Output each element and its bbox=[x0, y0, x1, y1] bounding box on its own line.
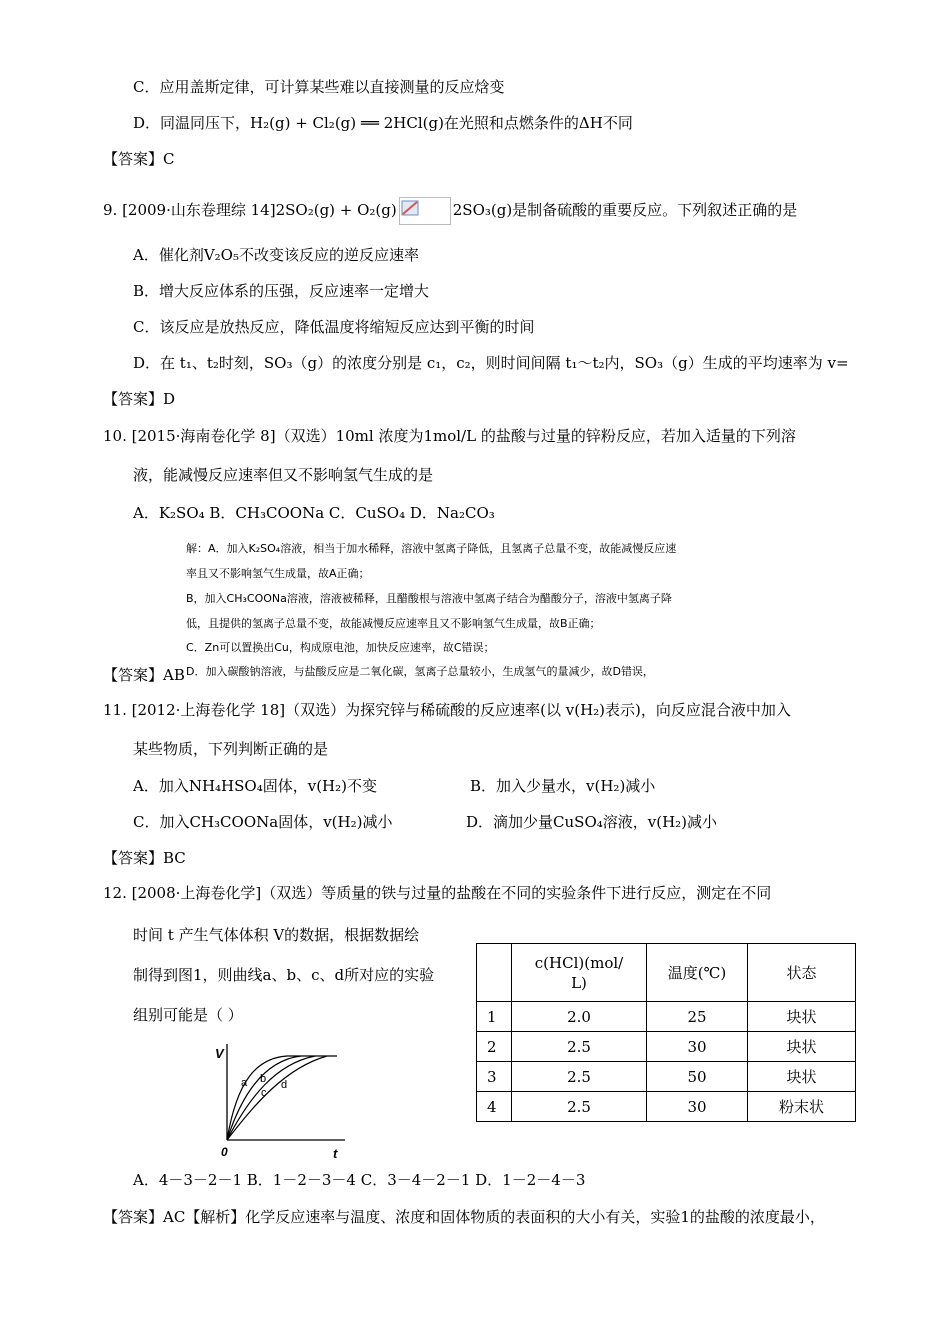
q9-stem-part-a: 9. [2009·山东卷理综 14]2SO₂(g) + O₂(g) bbox=[103, 201, 397, 219]
table-header-cell: 状态 bbox=[748, 944, 856, 1002]
q11-option-d: D．滴加少量CuSO₄溶液，v(H₂)减小 bbox=[466, 813, 718, 831]
q8-option-d: D．同温同压下，H₂(g) + Cl₂(g) ══ 2HCl(g)在光照和点燃条件的ΔH不同 bbox=[133, 114, 633, 132]
curve-a bbox=[227, 1056, 337, 1140]
table-row bbox=[477, 1092, 856, 1122]
graph-x-label: t bbox=[333, 1146, 338, 1161]
broken-image-icon bbox=[400, 198, 450, 224]
table-cell: 4 bbox=[477, 1092, 512, 1122]
table-row bbox=[477, 1062, 856, 1092]
q12-stem-line3: 制得到图1，则曲线a、b、c、d所对应的实验 bbox=[133, 966, 435, 984]
table-row bbox=[477, 1032, 856, 1062]
q8-answer: 【答案】C bbox=[103, 150, 175, 168]
table-cell: 块状 bbox=[748, 1002, 856, 1032]
q12-answer: 【答案】AC【解析】化学反应速率与温度、浓度和固体物质的表面积的大小有关，实验1的盐酸的浓度最小， bbox=[103, 1208, 825, 1226]
q12-stem-line2: 时间 t 产生气体体积 V的数据，根据数据绘 bbox=[133, 926, 420, 944]
table-cell: 2.5 bbox=[512, 1032, 647, 1062]
q9-option-d: D．在 t₁、t₂时刻，SO₃（g）的浓度分别是 c₁，c₂，则时间间隔 t₁～t₂内，SO₃（g）生成的平均速率为 v= bbox=[133, 354, 849, 372]
table-cell: 2.5 bbox=[512, 1062, 647, 1092]
q12-stem-line1: 12. [2008·上海卷化学]（双选）等质量的铁与过量的盐酸在不同的实验条件下进行反应，测定在不同 bbox=[103, 884, 772, 902]
q8-option-c: C．应用盖斯定律，可计算某些难以直接测量的反应焓变 bbox=[133, 78, 505, 96]
q11-option-c: C．加入CH₃COONa固体，v(H₂)减小 bbox=[133, 813, 393, 831]
table-cell: 2.5 bbox=[512, 1092, 647, 1122]
q12-data-table bbox=[476, 943, 856, 1122]
q10-solution-line6: D．加入碳酸钠溶液，与盐酸反应是二氧化碳，氢离子总量较小，生成氢气的量减少，故D错误， bbox=[186, 665, 654, 678]
q10-stem-line2: 液，能减慢反应速率但又不影响氢气生成的是 bbox=[133, 466, 434, 484]
q9-stem bbox=[103, 197, 797, 225]
q12-stem-line4: 组别可能是（ ） bbox=[133, 1006, 243, 1024]
q10-solution-line2: 率且又不影响氢气生成量，故A正确； bbox=[186, 567, 370, 580]
q10-options: A．K₂SO₄ B．CH₃COONa C．CuSO₄ D．Na₂CO₃ bbox=[133, 504, 495, 522]
curve-label-c: c bbox=[261, 1087, 267, 1099]
table-cell: 块状 bbox=[748, 1032, 856, 1062]
table-cell: 3 bbox=[477, 1062, 512, 1092]
table-cell: 30 bbox=[647, 1092, 748, 1122]
q12-volume-time-graph bbox=[205, 1040, 355, 1162]
table-cell: 2.0 bbox=[512, 1002, 647, 1032]
q11-stem-line1: 11. [2012·上海卷化学 18]（双选）为探究锌与稀硫酸的反应速率(以 v(H₂)表示)，向反应混合液中加入 bbox=[103, 701, 791, 719]
q11-option-b: B．加入少量水，v(H₂)减小 bbox=[470, 777, 656, 795]
q11-option-a: A．加入NH₄HSO₄固体，v(H₂)不变 bbox=[133, 777, 377, 795]
curve-label-d: d bbox=[281, 1079, 288, 1091]
table-cell: 25 bbox=[647, 1002, 748, 1032]
q10-solution-line3: B，加入CH₃COONa溶液，溶液被稀释，且醋酸根与溶液中氢离子结合为醋酸分子，溶液中氢离子降 bbox=[186, 592, 672, 605]
q11-stem-line2: 某些物质，下列判断正确的是 bbox=[133, 740, 329, 758]
table-row bbox=[477, 1002, 856, 1032]
curve-label-b: b bbox=[260, 1073, 267, 1085]
curve-label-a: a bbox=[241, 1077, 248, 1089]
graph-y-label: V bbox=[215, 1046, 224, 1061]
q9-option-c: C．该反应是放热反应，降低温度将缩短反应达到平衡的时间 bbox=[133, 318, 535, 336]
table-cell: 粉末状 bbox=[748, 1092, 856, 1122]
q10-solution-line5: C．Zn可以置换出Cu，构成原电池，加快反应速率，故C错误； bbox=[186, 641, 495, 654]
q10-answer: 【答案】AB bbox=[103, 666, 185, 684]
graph-origin-label: 0 bbox=[221, 1145, 228, 1159]
table-cell: 块状 bbox=[748, 1062, 856, 1092]
table-header-cell: c(HCl)(mol/L) bbox=[512, 944, 647, 1002]
q9-option-a: A．催化剂V₂O₅不改变该反应的逆反应速率 bbox=[133, 246, 419, 264]
q10-solution-line1: 解：A．加入K₂SO₄溶液，相当于加水稀释，溶液中氢离子降低，且氢离子总量不变，故能减慢反应速 bbox=[186, 542, 677, 555]
table-header-cell: 温度(℃) bbox=[647, 944, 748, 1002]
table-cell: 1 bbox=[477, 1002, 512, 1032]
q10-solution-line4: 低，且提供的氢离子总量不变，故能减慢反应速率且又不影响氢气生成量，故B正确； bbox=[186, 617, 601, 630]
q9-stem-part-b: 2SO₃(g)是制备硫酸的重要反应。下列叙述正确的是 bbox=[452, 201, 798, 219]
equilibrium-arrow-image bbox=[399, 197, 451, 225]
q11-answer: 【答案】BC bbox=[103, 849, 186, 867]
table-header-cell bbox=[477, 944, 512, 1002]
table-cell: 2 bbox=[477, 1032, 512, 1062]
q9-option-b: B．增大反应体系的压强，反应速率一定增大 bbox=[133, 282, 430, 300]
q10-stem-line1: 10. [2015·海南卷化学 8]（双选）10ml 浓度为1mol/L 的盐酸与过量的锌粉反应，若加入适量的下列溶 bbox=[103, 427, 796, 445]
table-cell: 30 bbox=[647, 1032, 748, 1062]
curve-d bbox=[227, 1056, 327, 1140]
q12-options: A．4－3－2－1 B．1－2－3－4 C．3－4－2－1 D．1－2－4－3 bbox=[133, 1171, 586, 1189]
table-header-row bbox=[477, 944, 856, 1002]
q9-answer: 【答案】D bbox=[103, 390, 176, 408]
table-cell: 50 bbox=[647, 1062, 748, 1092]
